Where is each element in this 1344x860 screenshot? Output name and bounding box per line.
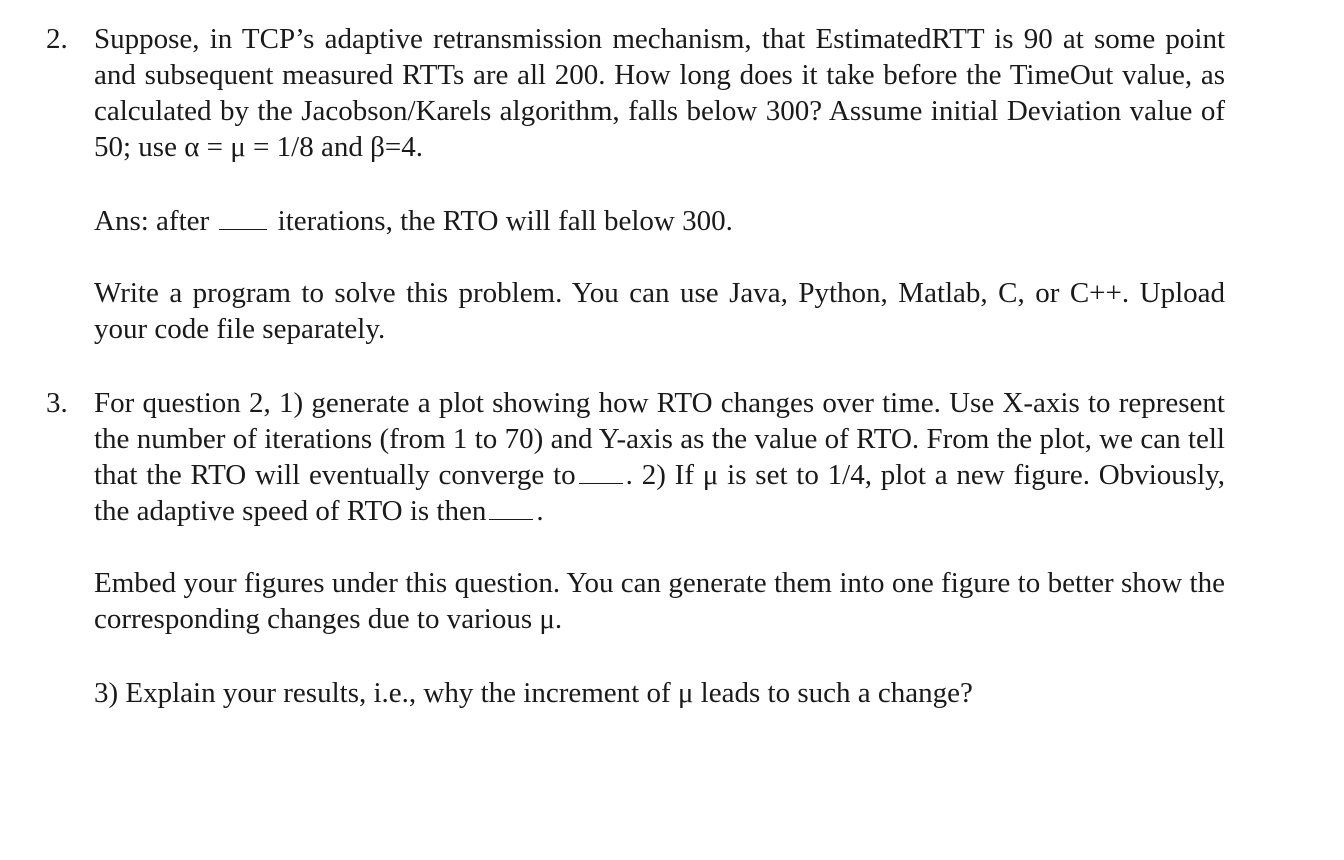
- question-2-text: Suppose, in TCP’s adaptive retransmission mechanism, that EstimatedRTT is 90 at some point and subsequent measured RTTs are all 200. How long does it take before the TimeOut value, as calculated by the Jacobson/Karels algorithm, falls below 300? Assume initial Deviation value of 50; use α = μ = 1/8 and β=4.: [94, 23, 1225, 163]
- answer-blank-iterations[interactable]: [219, 203, 267, 230]
- question-3-embed-instructions: Embed your figures under this question. You can generate them into one figure to better show the corresponding changes due to various μ.: [94, 567, 1225, 635]
- question-3-explain: 3) Explain your results, i.e., why the increment of μ leads to such a change?: [94, 677, 973, 709]
- question-2-program-instructions: Write a program to solve this problem. You can use Java, Python, Matlab, C, or C++. Upload your code file separately.: [94, 277, 1225, 345]
- answer-prefix: Ans: after: [94, 205, 210, 237]
- answer-blank-converge[interactable]: [579, 457, 623, 484]
- answer-suffix: iterations, the RTO will fall below 300.: [277, 205, 733, 237]
- question-3-text: [94, 385, 1225, 529]
- question-3-text-part3: .: [536, 495, 544, 527]
- question-2-answer-line: [94, 203, 1225, 239]
- answer-blank-adaptive-speed[interactable]: [489, 493, 533, 520]
- question-3-text-part1: For question 2, 1) generate a plot showing how RTO changes over time. Use X-axis to represent the number of iterations (from 1 to 70) and Y-axis as the value of RTO. From the plot, we can tell that the RTO will eventually converge to: [94, 387, 1225, 491]
- question-3-number: 3.: [46, 387, 68, 419]
- question-3-text-part2: . 2) If μ is set to 1/4, plot a new figure. Obviously, the adaptive speed of RTO is then: [94, 459, 1225, 527]
- question-2-number: 2.: [46, 23, 68, 55]
